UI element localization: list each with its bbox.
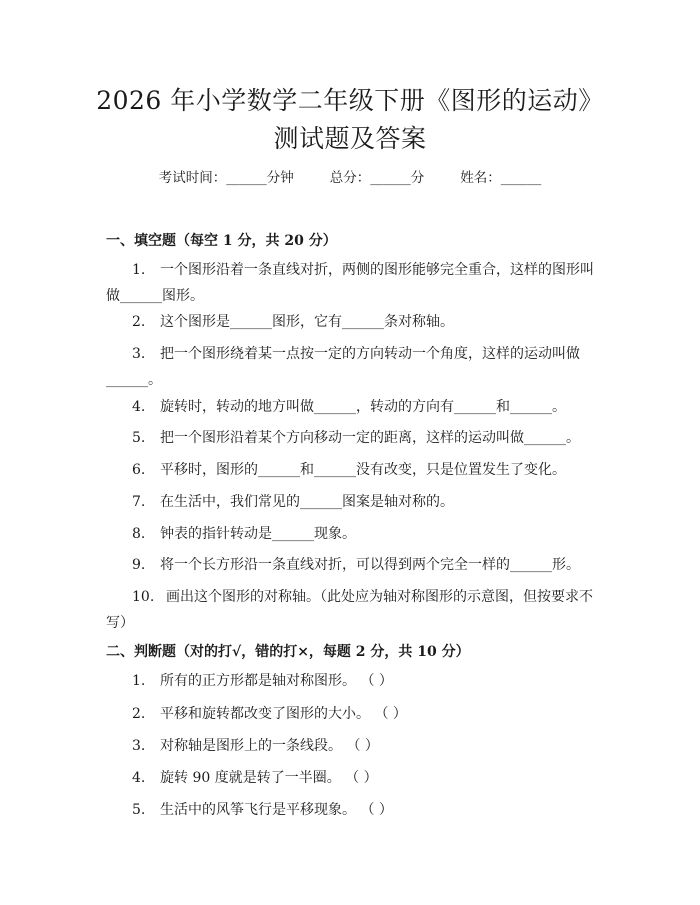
exam-score: 总分：______分 (329, 170, 425, 186)
question-item: 5. 生活中的风筝飞行是平移现象。 （ ） (132, 802, 393, 818)
question-item: 8. 钟表的指针转动是______现象。 (132, 526, 356, 542)
question-item: 2. 这个图形是______图形，它有______条对称轴。 (132, 314, 454, 330)
exam-meta (0, 168, 700, 188)
question-item: 3. 把一个图形绕着某一点按一定的方向转动一个角度，这样的运动叫做______。 (106, 346, 580, 388)
title-line-1: 2026 年小学数学二年级下册《图形的运动》 (96, 86, 604, 115)
section-heading-true-false: 二、判断题（对的打√，错的打×，每题 2 分，共 10 分） (106, 644, 470, 660)
question-item: 2. 平移和旋转都改变了图形的大小。 （ ） (132, 706, 407, 722)
document-title (0, 82, 700, 158)
question-item: 7. 在生活中，我们常见的______图案是轴对称的。 (132, 494, 454, 510)
exam-time: 考试时间：______分钟 (158, 170, 294, 186)
question-item: 10. 画出这个图形的对称轴。（此处应为轴对称图形的示意图，但按要求不写） (106, 589, 593, 631)
section-heading-fill-blank: 一、填空题（每空 1 分，共 20 分） (106, 233, 337, 249)
question-item: 1. 所有的正方形都是轴对称图形。 （ ） (132, 673, 393, 689)
title-line-2: 测试题及答案 (273, 124, 427, 153)
question-item: 4. 旋转时，转动的地方叫做______，转动的方向有______和______。 (132, 399, 566, 415)
question-item: 4. 旋转 90 度就是转了一半圈。 （ ） (132, 770, 378, 786)
question-item: 6. 平移时，图形的______和______没有改变，只是位置发生了变化。 (132, 462, 566, 478)
question-item: 9. 将一个长方形沿一条直线对折，可以得到两个完全一样的______形。 (132, 557, 580, 573)
question-item: 1. 一个图形沿着一条直线对折，两侧的图形能够完全重合，这样的图形叫做______图形。 (106, 262, 594, 304)
question-item: 5. 把一个图形沿着某个方向移动一定的距离，这样的运动叫做______。 (132, 430, 580, 446)
question-item: 3. 对称轴是图形上的一条线段。 （ ） (132, 738, 379, 754)
student-name: 姓名：______ (460, 170, 542, 186)
